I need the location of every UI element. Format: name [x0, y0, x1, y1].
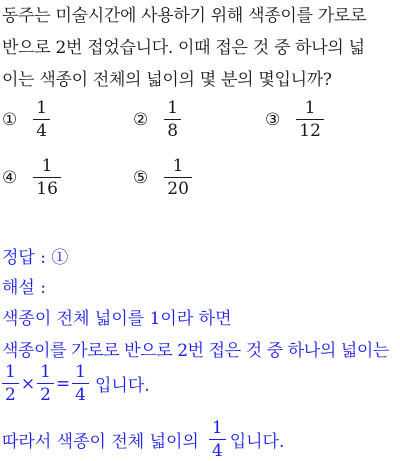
choice-5-fraction	[164, 156, 192, 199]
times-sign: ×	[20, 373, 36, 394]
calculation-line	[2, 362, 150, 405]
choice-5-denominator: 20	[167, 179, 189, 199]
choice-4-fraction	[33, 156, 61, 199]
fraction-bar	[296, 119, 324, 120]
calc-b-numerator: 1	[40, 362, 51, 382]
calc-fraction-b	[37, 362, 54, 405]
answer-label: 정답 : ①	[2, 248, 69, 268]
choice-2[interactable]	[133, 98, 181, 141]
choice-3[interactable]	[265, 98, 324, 141]
equals-sign: =	[55, 373, 71, 394]
explanation-label: 해설 :	[2, 278, 46, 298]
choice-4-number: ④	[2, 167, 18, 188]
fraction-bar	[33, 177, 61, 178]
choice-1-numerator: 1	[36, 98, 48, 118]
choice-2-number: ②	[133, 109, 149, 130]
choice-5-number: ⑤	[133, 167, 149, 188]
final-prefix: 따라서 색종이 전체 넓이의	[2, 432, 199, 452]
question-text	[2, 0, 398, 96]
choice-1-fraction	[33, 98, 50, 141]
choice-5[interactable]	[133, 156, 192, 199]
calc-fraction-a	[2, 362, 19, 405]
question-line-3: 이는 색종이 전체의 넓이의 몇 분의 몇입니까?	[2, 70, 332, 90]
calc-b-denominator: 2	[40, 385, 51, 405]
fraction-bar	[37, 383, 54, 384]
fraction-bar	[72, 383, 89, 384]
choice-4-denominator: 16	[36, 179, 58, 199]
fraction-bar	[209, 439, 226, 440]
question-line-1: 동주는 미술시간에 사용하기 위해 색종이를 가로로	[2, 6, 367, 26]
calc-result-fraction	[72, 362, 89, 405]
choice-2-numerator: 1	[167, 98, 179, 118]
choice-3-numerator: 1	[304, 98, 316, 118]
explanation-line-1: 색종이 전체 넓이를 1이라 하면	[2, 309, 232, 329]
fraction-bar	[33, 119, 50, 120]
choice-4-numerator: 1	[41, 156, 53, 176]
final-numerator: 1	[211, 418, 223, 438]
choice-5-numerator: 1	[172, 156, 184, 176]
question-line-2: 반으로 2번 접었습니다. 이때 접은 것 중 하나의 넓	[2, 38, 365, 58]
explanation-line-2: 색종이를 가로로 반으로 2번 접은 것 중 하나의 넓이는	[2, 341, 389, 361]
calc-a-numerator: 1	[5, 362, 16, 382]
choice-3-number: ③	[265, 109, 281, 130]
choice-2-fraction	[164, 98, 181, 141]
choice-3-fraction	[296, 98, 324, 141]
calc-result-numerator: 1	[75, 362, 86, 382]
fraction-bar	[2, 383, 19, 384]
fraction-bar	[164, 119, 181, 120]
choice-1-denominator: 4	[36, 121, 48, 141]
calc-a-denominator: 2	[5, 385, 16, 405]
choice-1[interactable]	[2, 98, 50, 141]
final-line	[2, 418, 284, 461]
calc-result-denominator: 4	[75, 385, 86, 405]
calc-suffix: 입니다.	[94, 376, 150, 396]
choice-1-number: ①	[2, 109, 18, 130]
choice-3-denominator: 12	[299, 121, 321, 141]
fraction-bar	[164, 177, 192, 178]
final-suffix: 입니다.	[229, 432, 285, 452]
choice-2-denominator: 8	[167, 121, 179, 141]
final-fraction	[209, 418, 226, 461]
final-denominator: 4	[211, 441, 223, 461]
choice-4[interactable]	[2, 156, 61, 199]
